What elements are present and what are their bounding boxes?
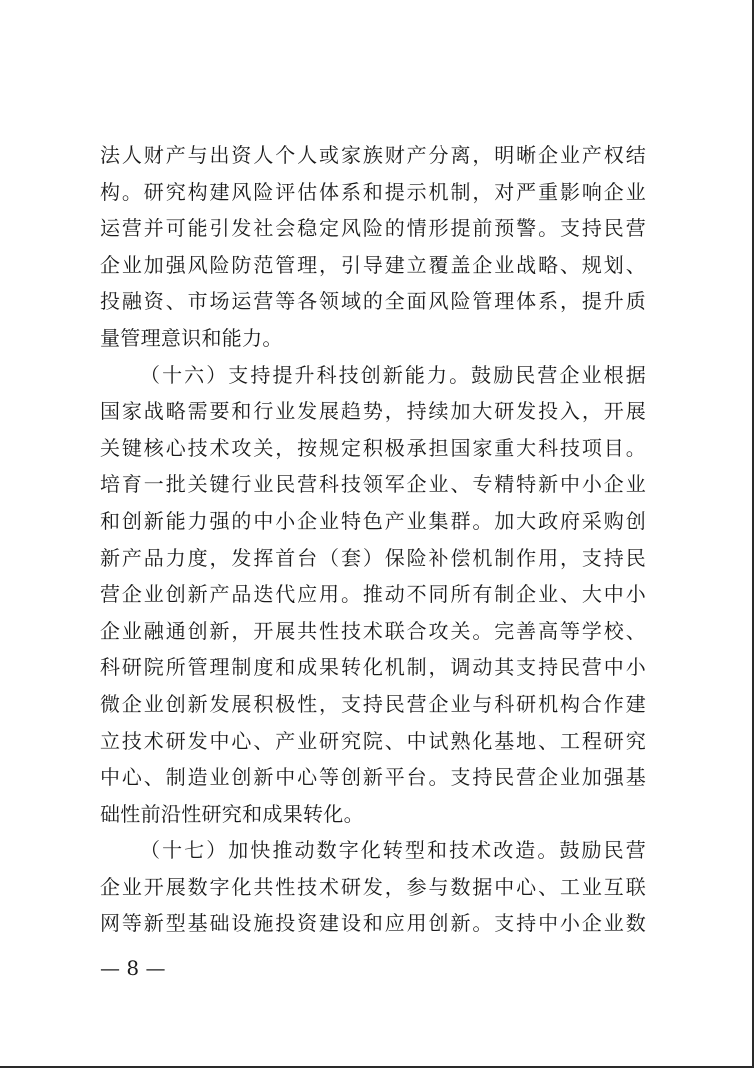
text-line: 法人财产与出资人个人或家族财产分离，明晰企业产权结: [100, 143, 646, 167]
text-line: 量管理意识和能力。: [100, 325, 283, 350]
text-line: 科研院所管理制度和成果转化机制，调动其支持民营中小: [100, 655, 646, 680]
text-line: 网等新型基础设施投资建设和应用创新。支持中小企业数: [100, 911, 646, 936]
text-line: 投融资、市场运营等各领域的全面风险管理体系，提升质: [100, 289, 646, 314]
text-line: 运营并可能引发社会稳定风险的情形提前预警。支持民营: [100, 216, 646, 241]
section-heading-line: （十六）支持提升科技创新能力。鼓励民营企业根据: [140, 362, 646, 387]
section-heading-line: （十七）加快推动数字化转型和技术改造。鼓励民营: [140, 838, 646, 863]
text-line: 国家战略需要和行业发展趋势，持续加大研发投入，开展: [100, 399, 646, 424]
page-number: — 8 —: [100, 956, 166, 980]
text-line: 新产品力度，发挥首台（套）保险补偿机制作用，支持民: [100, 545, 646, 570]
body-text: [100, 137, 646, 942]
text-line: 构。研究构建风险评估体系和提示机制，对严重影响企业: [100, 179, 646, 204]
text-line: 营企业创新产品迭代应用。推动不同所有制企业、大中小: [100, 582, 646, 607]
text-line: 微企业创新发展积极性，支持民营企业与科研机构合作建: [100, 691, 646, 716]
text-line: 企业开展数字化共性技术研发，参与数据中心、工业互联: [100, 874, 646, 899]
text-line: 企业融通创新，开展共性技术联合攻关。完善高等学校、: [100, 618, 646, 643]
text-line: 培育一批关键行业民营科技领军企业、专精特新中小企业: [100, 472, 646, 497]
text-line: 和创新能力强的中小企业特色产业集群。加大政府采购创: [100, 508, 646, 533]
text-line: 立技术研发中心、产业研究院、中试熟化基地、工程研究: [100, 728, 646, 753]
text-line: 础性前沿性研究和成果转化。: [100, 801, 364, 826]
text-line: 关键核心技术攻关，按规定积极承担国家重大科技项目。: [100, 435, 646, 460]
text-line: 中心、制造业创新中心等创新平台。支持民营企业加强基: [100, 765, 646, 790]
text-line: 企业加强风险防范管理，引导建立覆盖企业战略、规划、: [100, 252, 646, 277]
